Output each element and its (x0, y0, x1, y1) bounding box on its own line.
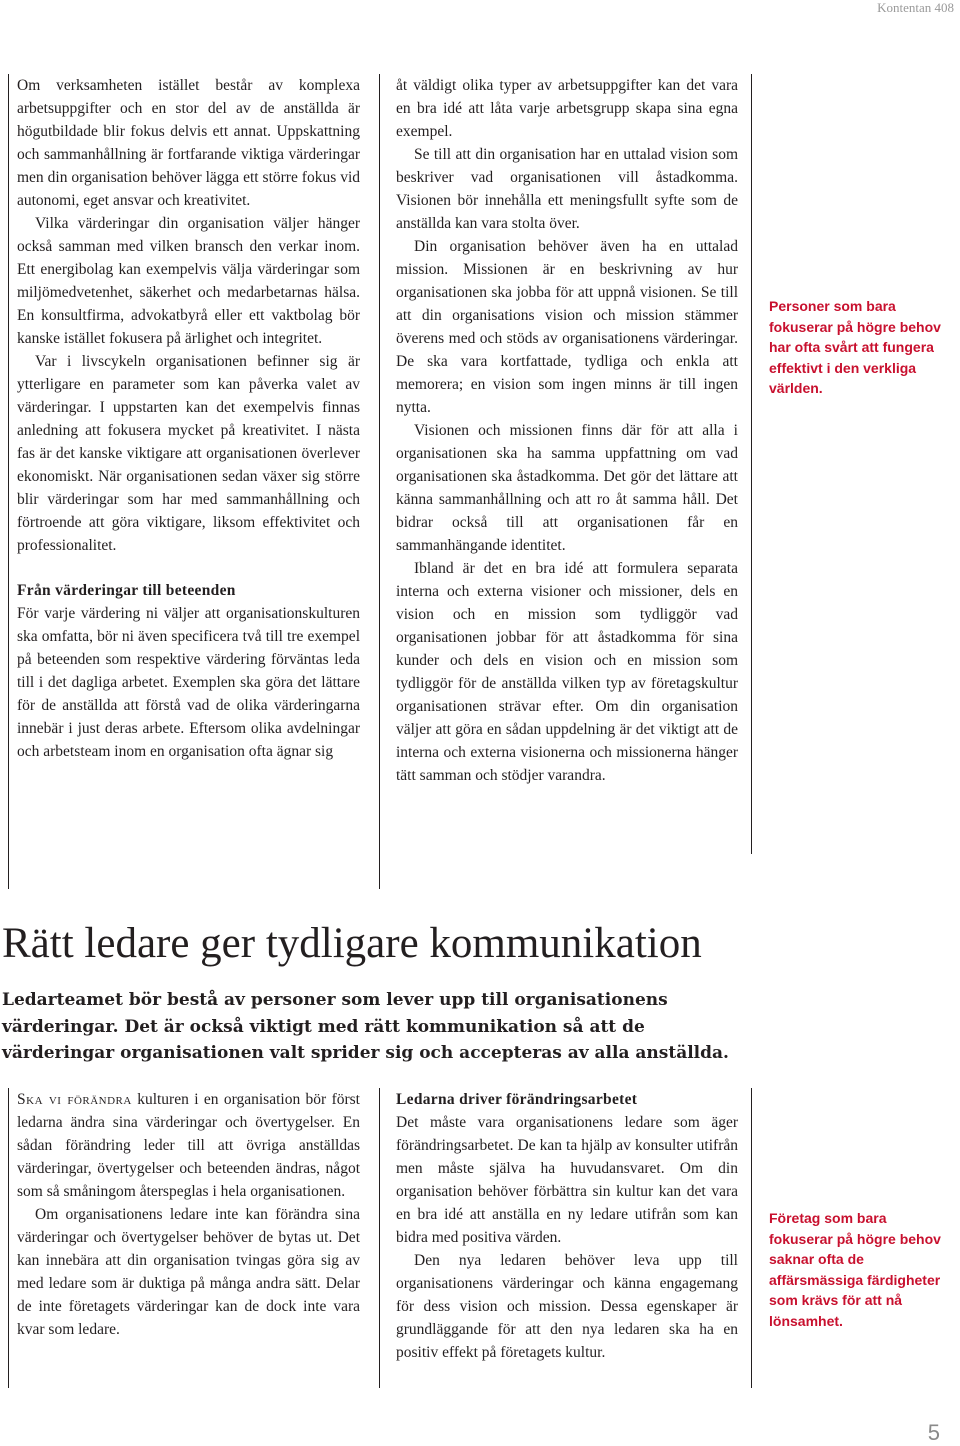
paragraph: Den nya ledaren behöver leva upp till organisationens värderingar och känna engagemang för dess vision och mission. Dessa egenskaper är grundläggande för att den nya ledaren ska ha en positiv effekt på företagets kultur. (396, 1252, 738, 1361)
subheading: Från värderingar till beteenden (17, 582, 236, 599)
paragraph: Din organisation behöver även ha en uttalad mission. Missionen är en beskrivning av hur organisationen ska jobba för att uppnå visionen. Se till att din organisations vision och mission stämmer överens med och stöds av organisationens värderingar. De ska vara kortfattade, tydliga och enkla att memorera; en vision som ingen minns är till ingen nytta. (396, 238, 738, 416)
paragraph: åt väldigt olika typer av arbetsuppgifter kan det vara en bra idé att låta varje arbetsgrupp skapa sina egna exempel. (396, 77, 738, 140)
paragraph: Var i livscykeln organisationen befinner sig är ytterligare en parameter som kan påverka valet av värderingar. I uppstarten kan det exempelvis finnas anledning att fokusera mycket på kreativitet. I nästa fas är det kanske viktigare att organisationen överlever ekonomiskt. När organisationen sedan växer sig större blir värderingar som har med sammanhållning och förtroende att göra viktigare, liksom effektivitet och professionalitet. (17, 353, 360, 554)
paragraph: Det måste vara organisationens ledare som äger förändringsarbetet. De kan ta hjälp av konsulter utifrån men måste själva ha huvudansvaret. Om din organisation behöver förbättra sin kultur kan det vara en bra idé att anställa en ny ledare utifrån som kan bidra med positiva värden. (396, 1114, 738, 1246)
paragraph: Om verksamheten istället består av komplexa arbetsuppgifter och en stor del av de anställda är högutbildade blir fokus delvis ett annat. Uppskattning och sammanhållning är fortfarande viktiga värderingar men din organisation behöver lägga ett större fokus vid autonomi, eget ansvar och kreativitet. (17, 77, 360, 209)
paragraph: Om organisationens ledare inte kan förändra sina värderingar och övertygelser behöver de bytas ut. Det kan innebära att din organisation tvingas göra sig av med ledare som är duktiga på många andra sätt. Delar de inte företagets värderingar kan de dock inte vara kvar som ledare. (17, 1206, 360, 1338)
body-column-bottom-right (396, 1088, 738, 1364)
column-rule-middle (379, 74, 380, 889)
paragraph: Visionen och missionen finns där för att alla i organisationen ska ha samma uppfattning om vad organisationen ska åstadkomma. Det gör det lättare att känna sammanhållning och att ro åt samma håll. Det bidrar också till att organisationen får en sammanhängande identitet. (396, 422, 738, 554)
page-number: 5 (927, 1420, 940, 1445)
pull-quote: Företag som bara fokuserar på högre behov saknar ofta de affärsmässiga färdigheter som krävs för att nå lönsamhet. (769, 1210, 941, 1329)
body-column-top-left (17, 74, 360, 763)
column-rule-right (751, 74, 752, 854)
pull-quote: Personer som bara fokuserar på högre behov har ofta svårt att fungera effektivt i den verkliga världen. (769, 298, 941, 396)
body-column-top-right (396, 74, 738, 787)
column-rule-middle-bottom (379, 1088, 380, 1388)
column-rule-left-bottom (8, 1088, 9, 1388)
opening-paragraph (17, 1088, 360, 1203)
opening-smallcaps: Ska vi förändra (17, 1091, 132, 1108)
paragraph: För varje värdering ni väljer att organisationskulturen ska omfatta, bör ni även specificera två till tre exempel på beteenden som respektive värdering förväntas leda till i det dagliga arbetet. Exemplen ska göra det lättare för de anställda att förstå vad de olika värderingarna innebär i just deras arbete. Eftersom olika avdelningar och arbetsteam inom en organisation ofta ägnar sig (17, 605, 360, 760)
column-rule-right-bottom (751, 1088, 752, 1388)
section-title: Rätt ledare ger tydligare kommunikation (2, 920, 702, 967)
paragraph: Vilka värderingar din organisation väljer hänger också samman med vilken bransch den verkar inom. Ett energibolag kan exempelvis välja värderingar som miljömedvetenhet, säkerhet och medarbetarnas hälsa. En konsultfirma, advokatbyrå eller ett vaktbolag bör kanske istället fokusera på ärlighet och integritet. (17, 215, 360, 347)
opening-rest: kulturen i en organisation bör först ledarna ändra sina värderingar och övertygelser. En sådan förändring leder till att övriga anställdas värderingar, övertygelser och beteenden ändras, något som så småningom återspeglas i hela organisationen. (17, 1091, 360, 1200)
subheading: Ledarna driver förändringsarbetet (396, 1091, 638, 1108)
section-lead: Ledarteamet bör bestå av personer som lever upp till organisationens värderingar. Det är också viktigt med rätt kommunikation så att de värderingar organisationen valt sprider sig och accepteras av alla anställda. (2, 990, 729, 1063)
column-rule-left (8, 74, 9, 889)
running-head: Kontentan 408 (877, 0, 954, 15)
paragraph: Se till att din organisation har en uttalad vision som beskriver vad organisationen vill åstadkomma. Visionen bör innehålla ett meningsfullt syfte som de anställda kan vara stolta över. (396, 146, 738, 232)
paragraph: Ibland är det en bra idé att formulera separata interna och externa visioner och missioner, dels en vision och en mission som tydliggör vad organisationen jobbar för att åstadkomma för sina kunder och dels en vision och en mission som tydliggör för de anställda vilken typ av företagskultur organisationen strävar efter. Om din organisation väljer att göra en sådan uppdelning är det viktigt att de interna och externa visionerna och missionerna hänger tätt samman och stödjer varandra. (396, 560, 738, 784)
body-column-bottom-left (17, 1088, 360, 1341)
